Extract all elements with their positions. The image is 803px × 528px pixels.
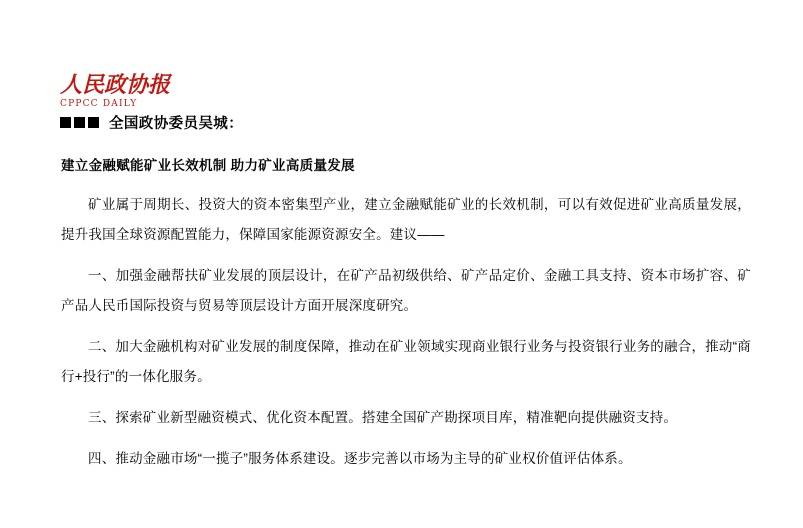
square-icon <box>60 117 71 128</box>
paragraph: 二、加大金融机构对矿业发展的制度保障，推动在矿业领域实现商业银行业务与投资银行业务的融合，推动“商行+投行”的一体化服务。 <box>61 339 751 384</box>
square-icon <box>74 117 85 128</box>
newspaper-masthead <box>60 74 190 109</box>
paragraph: 四、推动金融市场“一揽子”服务体系建设。逐步完善以市场为主导的矿业权价值评估体系。 <box>88 451 632 466</box>
article-byline: 全国政协委员吴城： <box>109 116 244 132</box>
article-subheadline: 建立金融赋能矿业长效机制 助力矿业高质量发展 <box>61 158 355 173</box>
square-icon <box>88 117 99 128</box>
masthead-title: 人民政协报 <box>60 72 171 98</box>
paragraph: 一、加强金融帮扶矿业发展的顶层设计，在矿产品初级供给、矿产品定价、金融工具支持、资本市场扩容、矿产品人民币国际投资与贸易等顶层设计方面开展深度研究。 <box>61 268 751 313</box>
article-body <box>61 190 751 474</box>
paragraph: 三、探索矿业新型融资模式、优化资本配置。搭建全国矿产勘探项目库，精准靶向提供融资支持。 <box>88 410 678 425</box>
bullet-squares-icon <box>60 117 102 128</box>
paragraph: 矿业属于周期长、投资大的资本密集型产业，建立金融赋能矿业的长效机制，可以有效促进矿业高质量发展，提升我国全球资源配置能力，保障国家能源资源安全。建议—— <box>61 197 751 242</box>
byline-row <box>60 112 243 133</box>
masthead-subtitle: CPPCC DAILY <box>60 99 138 110</box>
